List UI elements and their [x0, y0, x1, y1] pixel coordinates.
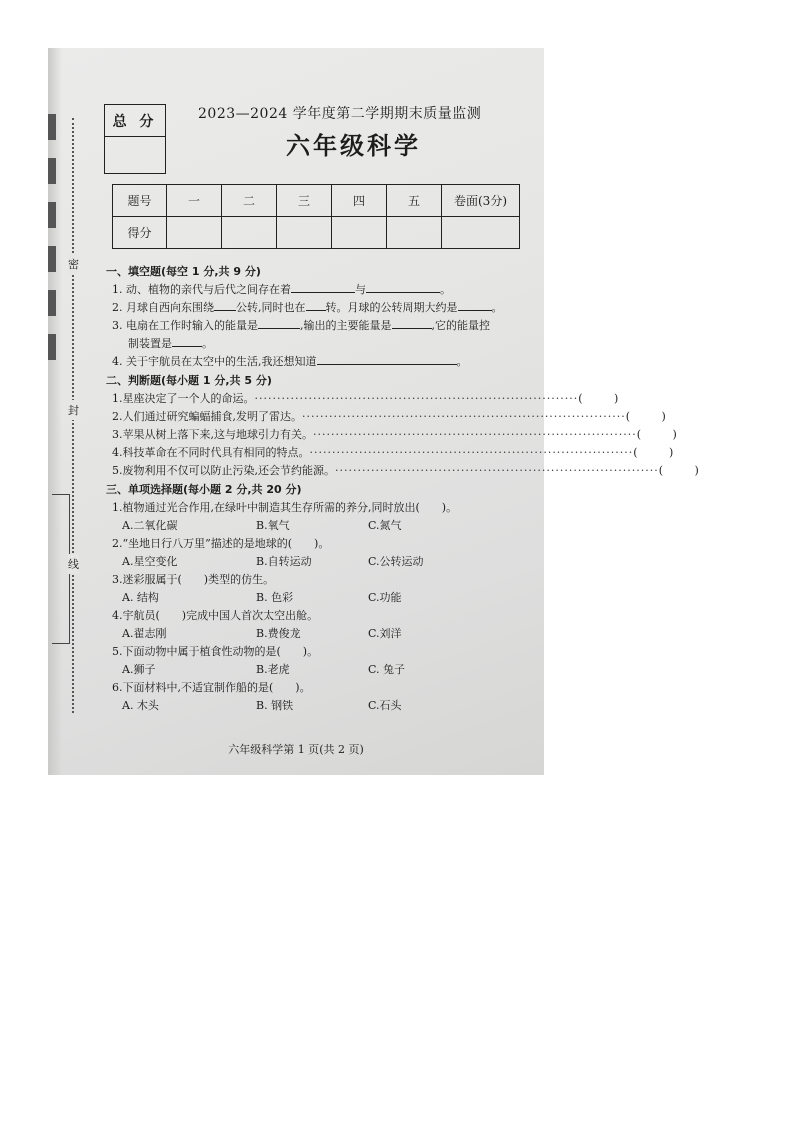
option-c[interactable]: C.氮气: [368, 519, 402, 532]
answer-blank[interactable]: [366, 281, 440, 293]
option-b[interactable]: B.费俊龙: [256, 627, 301, 640]
exam-title: 2023—2024 学年度第二学期期末质量监测: [198, 106, 482, 122]
option-b[interactable]: B. 色彩: [256, 591, 294, 604]
score-table-col: 卷面(3分): [442, 185, 520, 217]
binding-block: [48, 114, 56, 140]
answer-blank[interactable]: [317, 353, 457, 365]
score-table-header-row: [113, 185, 520, 217]
answer-blank[interactable]: [172, 335, 202, 347]
binding-block: [48, 202, 56, 228]
choice-options: [106, 517, 538, 535]
scanned-exam-photo: [48, 48, 699, 775]
score-cell[interactable]: [332, 217, 387, 249]
choice-question-stem: 6.下面材料中,不适宜制作船的是( )。: [112, 681, 311, 694]
score-cell[interactable]: [167, 217, 222, 249]
option-a[interactable]: A.狮子: [122, 663, 156, 676]
option-a[interactable]: A.星空变化: [122, 555, 178, 568]
total-score-box: [104, 104, 166, 174]
option-b[interactable]: B.氧气: [256, 519, 290, 532]
fill-question-4: 4. 关于宇航员在太空中的生活,我还想知道 。: [112, 355, 468, 368]
judge-question: 2.人们通过研究蝙蝠捕食,发明了雷达。 ········································································ ( ): [112, 410, 666, 423]
score-table-row-label: 题号: [113, 185, 167, 217]
choice-options: [106, 589, 538, 607]
option-c[interactable]: C.刘洋: [368, 627, 402, 640]
fill-question-3: 3. 电扇在工作时输入的能量是 ,输出的主要能量是 ,它的能量控: [112, 319, 490, 332]
score-table-col: 一: [167, 185, 222, 217]
score-cell[interactable]: [222, 217, 277, 249]
option-a[interactable]: A.二氧化碳: [122, 519, 178, 532]
answer-blank[interactable]: [258, 317, 300, 329]
option-a[interactable]: A. 结构: [122, 591, 159, 604]
answer-blank[interactable]: [306, 299, 326, 311]
section-heading: 一、填空题(每空 1 分,共 9 分): [106, 265, 261, 278]
choice-question-stem: 3.迷彩服属于( )类型的仿生。: [112, 573, 275, 586]
answer-blank[interactable]: [458, 299, 492, 311]
choice-question-stem: 5.下面动物中属于植食性动物的是( )。: [112, 645, 319, 658]
choice-question-stem: 4.宇航员( )完成中国人首次太空出舱。: [112, 609, 319, 622]
score-cell[interactable]: [387, 217, 442, 249]
fill-question-2: 2. 月球自西向东围绕 公转,同时也在 转。月球的公转周期大约是 。: [112, 301, 503, 314]
option-c[interactable]: C.功能: [368, 591, 402, 604]
score-cell[interactable]: [442, 217, 520, 249]
binding-label-feng: 封: [68, 400, 79, 420]
binding-label-mi: 密: [68, 254, 79, 274]
binding-label-xian: 线: [68, 554, 79, 574]
option-b[interactable]: B.自转运动: [256, 555, 312, 568]
option-c[interactable]: C.公转运动: [368, 555, 424, 568]
choice-question-stem: 2.“坐地日行八万里”描述的是地球的( )。: [112, 537, 330, 550]
exam-content: [106, 262, 699, 715]
fill-question-1: 1. 动、植物的亲代与后代之间存在着 与 。: [112, 283, 451, 296]
score-table-col: 五: [387, 185, 442, 217]
option-c[interactable]: C.石头: [368, 699, 402, 712]
judge-question: 4.科技革命在不同时代具有相同的特点。 ········································································ ( ): [112, 446, 674, 459]
score-table-col: 三: [277, 185, 332, 217]
option-b[interactable]: B. 钢铁: [256, 699, 294, 712]
judge-question: 5.废物利用不仅可以防止污染,还会节约能源。 ········································································ ( ): [112, 464, 699, 477]
choice-question-stem: 1.植物通过光合作用,在绿叶中制造其生存所需的养分,同时放出( )。: [112, 501, 458, 514]
score-table-score-row: [113, 217, 520, 249]
score-table: [112, 184, 520, 249]
score-cell[interactable]: [277, 217, 332, 249]
option-a[interactable]: A.翟志刚: [122, 627, 167, 640]
answer-blank[interactable]: [214, 299, 236, 311]
judge-question: 1.星座决定了一个人的命运。 ········································································ ( ): [112, 392, 619, 405]
section-heading: 二、判断题(每小题 1 分,共 5 分): [106, 374, 272, 387]
subject-title: 六年级科学: [286, 132, 421, 160]
answer-blank[interactable]: [392, 317, 432, 329]
choice-options: [106, 697, 538, 715]
binding-block: [48, 334, 56, 360]
total-score-label: 总 分: [105, 105, 165, 137]
score-table-row-label: 得分: [113, 217, 167, 249]
option-b[interactable]: B.老虎: [256, 663, 290, 676]
binding-strip: [48, 114, 56, 378]
page-footer: 六年级科学第 1 页(共 2 页): [228, 743, 364, 756]
binding-block: [48, 290, 56, 316]
fill-question-3-cont: 制装置是 。: [128, 337, 213, 350]
choice-options: [106, 625, 538, 643]
score-table-col: 二: [222, 185, 277, 217]
section-heading: 三、单项选择题(每小题 2 分,共 20 分): [106, 483, 302, 496]
option-a[interactable]: A. 木头: [122, 699, 159, 712]
choice-options: [106, 661, 538, 679]
binding-block: [48, 246, 56, 272]
judge-question: 3.苹果从树上落下来,这与地球引力有关。 ········································································ ( ): [112, 428, 677, 441]
choice-options: [106, 553, 538, 571]
option-c[interactable]: C. 兔子: [368, 663, 406, 676]
answer-blank[interactable]: [291, 281, 355, 293]
binding-block: [48, 158, 56, 184]
score-table-col: 四: [332, 185, 387, 217]
